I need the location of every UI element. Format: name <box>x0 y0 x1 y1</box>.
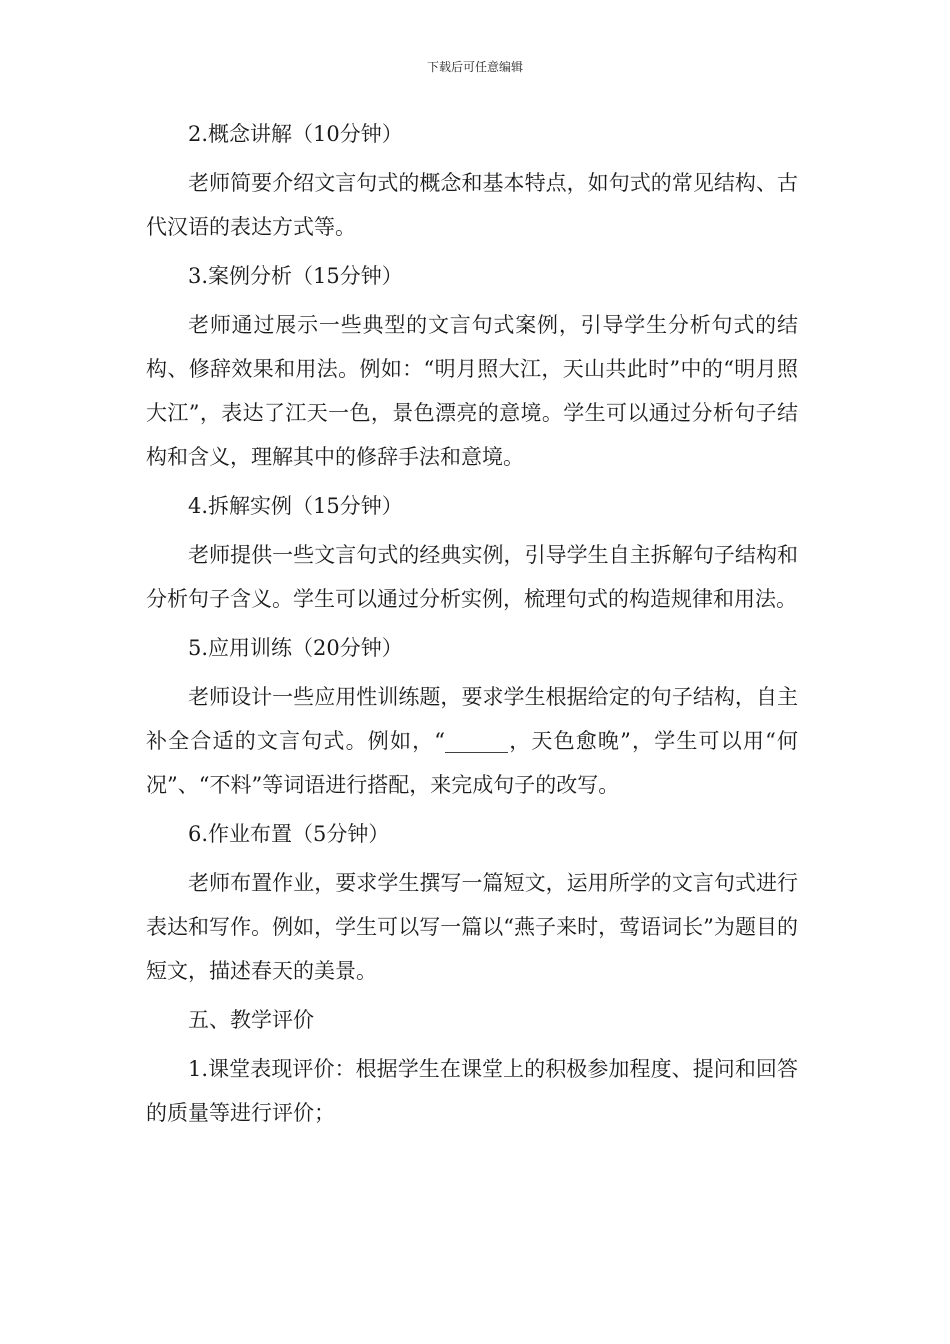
paragraph-homework: 老师布置作业，要求学生撰写一篇短文，运用所学的文言句式进行表达和写作。例如，学生可以写一篇以“燕子来时，莺语词长”为题目的短文，描述春天的美景。 <box>146 871 798 983</box>
paragraph-evaluation: 1.课堂表现评价：根据学生在课堂上的积极参加程度、提问和回答的质量等进行评价； <box>146 1057 798 1125</box>
paragraph-training: 老师设计一些应用性训练题，要求学生根据给定的句子结构，自主补全合适的文言句式。例如，“______，天色愈晚”，学生可以用“何况”、“不料”等词语进行搭配，来完成句子的改写。 <box>146 685 798 797</box>
section-heading-examples: 4.拆解实例（15分钟） <box>188 494 403 518</box>
section-heading-training: 5.应用训练（20分钟） <box>188 636 403 660</box>
section-heading-evaluation: 五、教学评价 <box>188 1008 314 1032</box>
document-body <box>146 112 798 1140</box>
section-heading-homework: 6.作业布置（5分钟） <box>188 822 390 846</box>
section-heading-case-analysis: 3.案例分析（15分钟） <box>188 264 403 288</box>
paragraph-examples: 老师提供一些文言句式的经典实例，引导学生自主拆解句子结构和分析句子含义。学生可以通过分析实例，梳理句式的构造规律和用法。 <box>146 543 798 611</box>
paragraph-case-analysis: 老师通过展示一些典型的文言句式案例，引导学生分析句式的结构、修辞效果和用法。例如：“明月照大江，天山共此时”中的“明月照大江”，表达了江天一色，景色漂亮的意境。学生可以通过分析句子结构和含义，理解其中的修辞手法和意境。 <box>146 313 798 469</box>
paragraph-concept: 老师简要介绍文言句式的概念和基本特点，如句式的常见结构、古代汉语的表达方式等。 <box>146 171 798 239</box>
section-heading-concept: 2.概念讲解（10分钟） <box>188 122 403 146</box>
page-header: 下载后可任意编辑 <box>426 60 523 74</box>
